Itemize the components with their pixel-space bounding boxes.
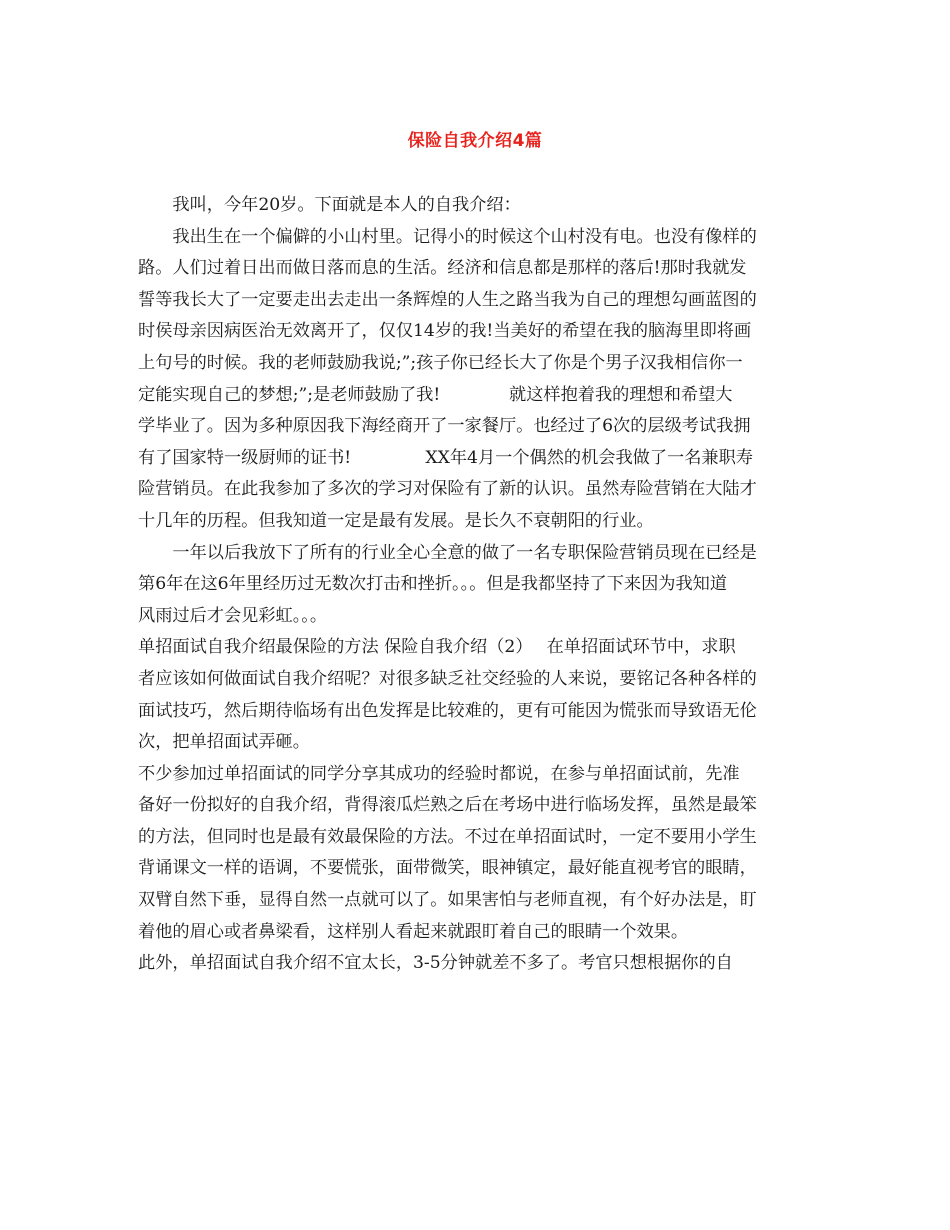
body-line: 背诵课文一样的语调，不要慌张，面带微笑，眼神镇定，最好能直视考官的眼睛， [138,858,757,879]
body-line: 十几年的历程。但我知道一定是最有发展。是长久不衰朝阳的行业。 [138,510,654,531]
body-line: 者应该如何做面试自我介绍呢？对很多缺乏社交经验的人来说，要铭记各种各样的 [138,668,757,689]
body-line: 此外，单招面试自我介绍不宜太长，3-5分钟就差不多了。考官只想根据你的自 [138,953,733,974]
body-line: 单招面试自我介绍最保险的方法 保险自我介绍（2） 在单招面试环节中，求职 [138,637,736,658]
body-line: 风雨过后才会见彩虹。。。 [138,605,328,626]
body-line: 定能实现自己的梦想;”;是老师鼓励了我! 就这样抱着我的理想和希望大 [138,384,733,405]
body-line: 我出生在一个偏僻的小山村里。记得小的时候这个山村没有电。也没有像样的 [138,226,757,247]
body-line: 险营销员。在此我参加了多次的学习对保险有了新的认识。虽然寿险营销在大陆才 [138,479,757,500]
body-line: 面试技巧，然后期待临场有出色发挥是比较难的，更有可能因为慌张而导致语无伦 [138,700,757,721]
body-line: 一年以后我放下了所有的行业全心全意的做了一名专职保险营销员现在已经是 [138,542,757,563]
body-line: 第6年在这6年里经历过无数次打击和挫折。。。但是我都坚持了下来因为我知道 [138,574,728,595]
body-line: 备好一份拟好的自我介绍，背得滚瓜烂熟之后在考场中进行临场发挥，虽然是最笨 [138,795,757,816]
body-line: 上句号的时候。我的老师鼓励我说;”;孩子你已经长大了你是个男子汉我相信你一 [138,352,743,373]
body-line: 誓等我长大了一定要走出去走出一条辉煌的人生之路当我为自己的理想勾画蓝图的 [138,289,757,310]
body-line: 的方法，但同时也是最有效最保险的方法。不过在单招面试时，一定不要用小学生 [138,826,757,847]
body-line: 有了国家特一级厨师的证书! XX年4月一个偶然的机会我做了一名兼职寿 [138,447,753,468]
document-title: 保险自我介绍4篇 [407,131,543,151]
body-line: 学毕业了。因为多种原因我下海经商开了一家餐厅。也经过了6次的层级考试我拥 [138,416,751,437]
document-body [138,190,814,980]
body-line: 时侯母亲因病医治无效离开了，仅仅14岁的我!当美好的希望在我的脑海里即将画 [138,321,752,342]
body-line: 我叫，今年20岁。下面就是本人的自我介绍： [138,195,521,215]
body-line: 双臂自然下垂，显得自然一点就可以了。如果害怕与老师直视，有个好办法是，盯 [138,890,757,911]
body-line: 不少参加过单招面试的同学分享其成功的经验时都说，在参与单招面试前，先准 [138,763,740,784]
body-line: 着他的眉心或者鼻梁看，这样别人看起来就跟盯着自己的眼睛一个效果。 [138,921,689,942]
body-line: 路。人们过着日出而做日落而息的生活。经济和信息都是那样的落后!那时我就发 [138,258,747,279]
body-line: 次，把单招面试弄砸。 [138,732,310,753]
